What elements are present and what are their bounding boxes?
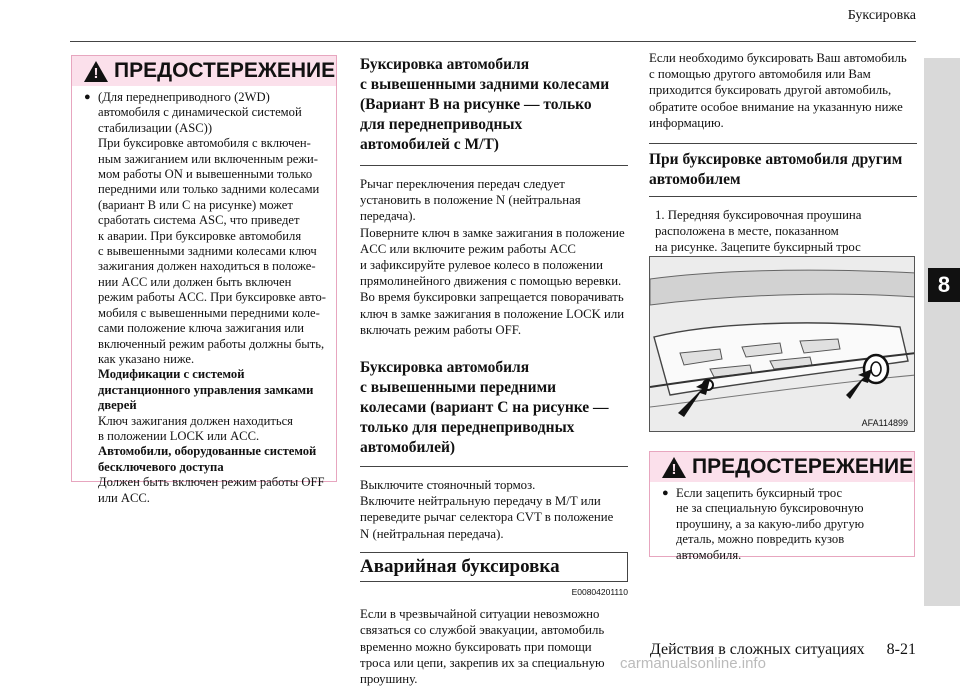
section-divider	[649, 196, 917, 197]
warning-bullet-content	[98, 90, 328, 506]
document-code: E00804201110	[571, 587, 628, 598]
section-text-front-lifted: Выключите стояночный тормоз. Включите нейтральную передачу в M/T или переведите рычаг селектора CVT в положение N (нейтральная передача).	[360, 478, 614, 541]
vehicle-underbody-illustration	[650, 257, 915, 432]
warning-bullet-text: Если зацепить буксирный трос не за специальную буксировочную проушину, а за какую-либо другую деталь, можно повредить кузов автомобиля.	[676, 486, 865, 562]
figure-caption: AFA114899	[861, 418, 908, 428]
warning-bullet-text: (Для переднеприводного (2WD) автомобиля с динамической системой стабилизации (ASC)) При буксировке автомобиля с включен- ным зажиганием или включенным режи- мом работы ON и вывешенными только передними или только задними колесами (вариант B или C на рисунке) может сработать система ASC, что приведет к аварии. При буксировке автомобиля с вывешенными задними колесами ключ зажигания должен находиться в положе- нии ACC или должен быть включен режим работы ACC. При буксировке авто- мобиля с вывешенными передними коле- сами положение ключа зажигания или включенный режим работы должны быть, как указано ниже.	[98, 90, 326, 366]
section-divider	[360, 165, 628, 166]
bullet-dot-icon: ●	[84, 91, 91, 103]
warning-body	[72, 86, 336, 512]
warning-body	[650, 482, 914, 569]
warning-header	[72, 56, 336, 86]
warning-subtext-keyless-access: Должен быть включен режим работы OFF или ACC.	[98, 475, 325, 505]
chapter-number-badge: 8	[928, 268, 960, 302]
warning-title: ПРЕДОСТЕРЕЖЕНИЕ	[692, 455, 914, 478]
middle-column	[360, 55, 628, 687]
warning-bullet-item	[84, 90, 328, 506]
warning-subtitle-keyless-remote: Модификации с системой дистанционного управления замками дверей	[98, 367, 314, 413]
section-heading-towing-by-vehicle: При буксировке автомобиля другим автомобилем	[649, 151, 903, 189]
warning-subtext-keyless-remote: Ключ зажигания должен находиться в положении LOCK или ACC.	[98, 413, 293, 443]
step-1-text: 1. Передняя буксировочная проушина расположена в месте, показанном на рисунке. Зацепите буксирный трос	[655, 208, 862, 255]
warning-triangle-icon: !	[84, 61, 108, 82]
warning-header	[650, 452, 914, 482]
header-rule	[70, 41, 916, 42]
section-divider	[649, 143, 917, 144]
right-warning-box	[649, 451, 915, 562]
warning-title: ПРЕДОСТЕРЕЖЕНИЕ	[114, 59, 336, 82]
watermark-text: carmanualsonline.info	[620, 655, 766, 672]
main-heading-emergency-towing: Аварийная буксировка	[360, 552, 628, 582]
right-column	[649, 50, 917, 272]
section-heading-front-lifted: Буксировка автомобиля с вывешенными передними колесами (вариант C на рисунке — только для переднеприводных автомобилей)	[360, 359, 609, 457]
section-text-rear-lifted: Рычаг переключения передач следует установить в положение N (нейтральная передача). Поверните ключ в замке зажигания в положение ACC или включите режим работы ACC и зафиксируйте рулевое колесо в положении прямолинейного движения с помощью веревки. Во время буксировки запрещается поворачивать ключ в замке зажигания в положение LOCK или включать режим работы OFF.	[360, 177, 625, 337]
warning-bullet-item	[662, 486, 906, 563]
right-intro-text: Если необходимо буксировать Ваш автомобиль с помощью другого автомобиля или Вам приходится буксировать другой автомобиль, обратите особое внимание на указанную ниже информацию.	[649, 51, 907, 130]
warning-subtitle-keyless-access: Автомобили, оборудованные системой бесключевого доступа	[98, 444, 317, 474]
running-header: Буксировка	[847, 8, 916, 23]
chapter-side-tab	[924, 58, 960, 606]
section-heading-rear-lifted: Буксировка автомобиля с вывешенными задними колесами (Вариант B на рисунке — только для переднеприводных автомобилей с M/T)	[360, 56, 610, 153]
warning-triangle-icon: !	[662, 457, 686, 478]
bullet-dot-icon: ●	[662, 487, 669, 499]
left-warning-box	[71, 55, 337, 505]
towing-hook-figure	[649, 256, 915, 432]
footer-section-title: Действия в сложных ситуациях	[649, 641, 865, 658]
page-number: 8-21	[886, 641, 916, 658]
emergency-towing-text: Если в чрезвычайной ситуации невозможно связаться со службой эвакуации, автомобиль временно можно буксировать при помощи троса или цепи, закрепив их за специальную проушину.	[360, 607, 605, 687]
section-divider	[360, 466, 628, 467]
